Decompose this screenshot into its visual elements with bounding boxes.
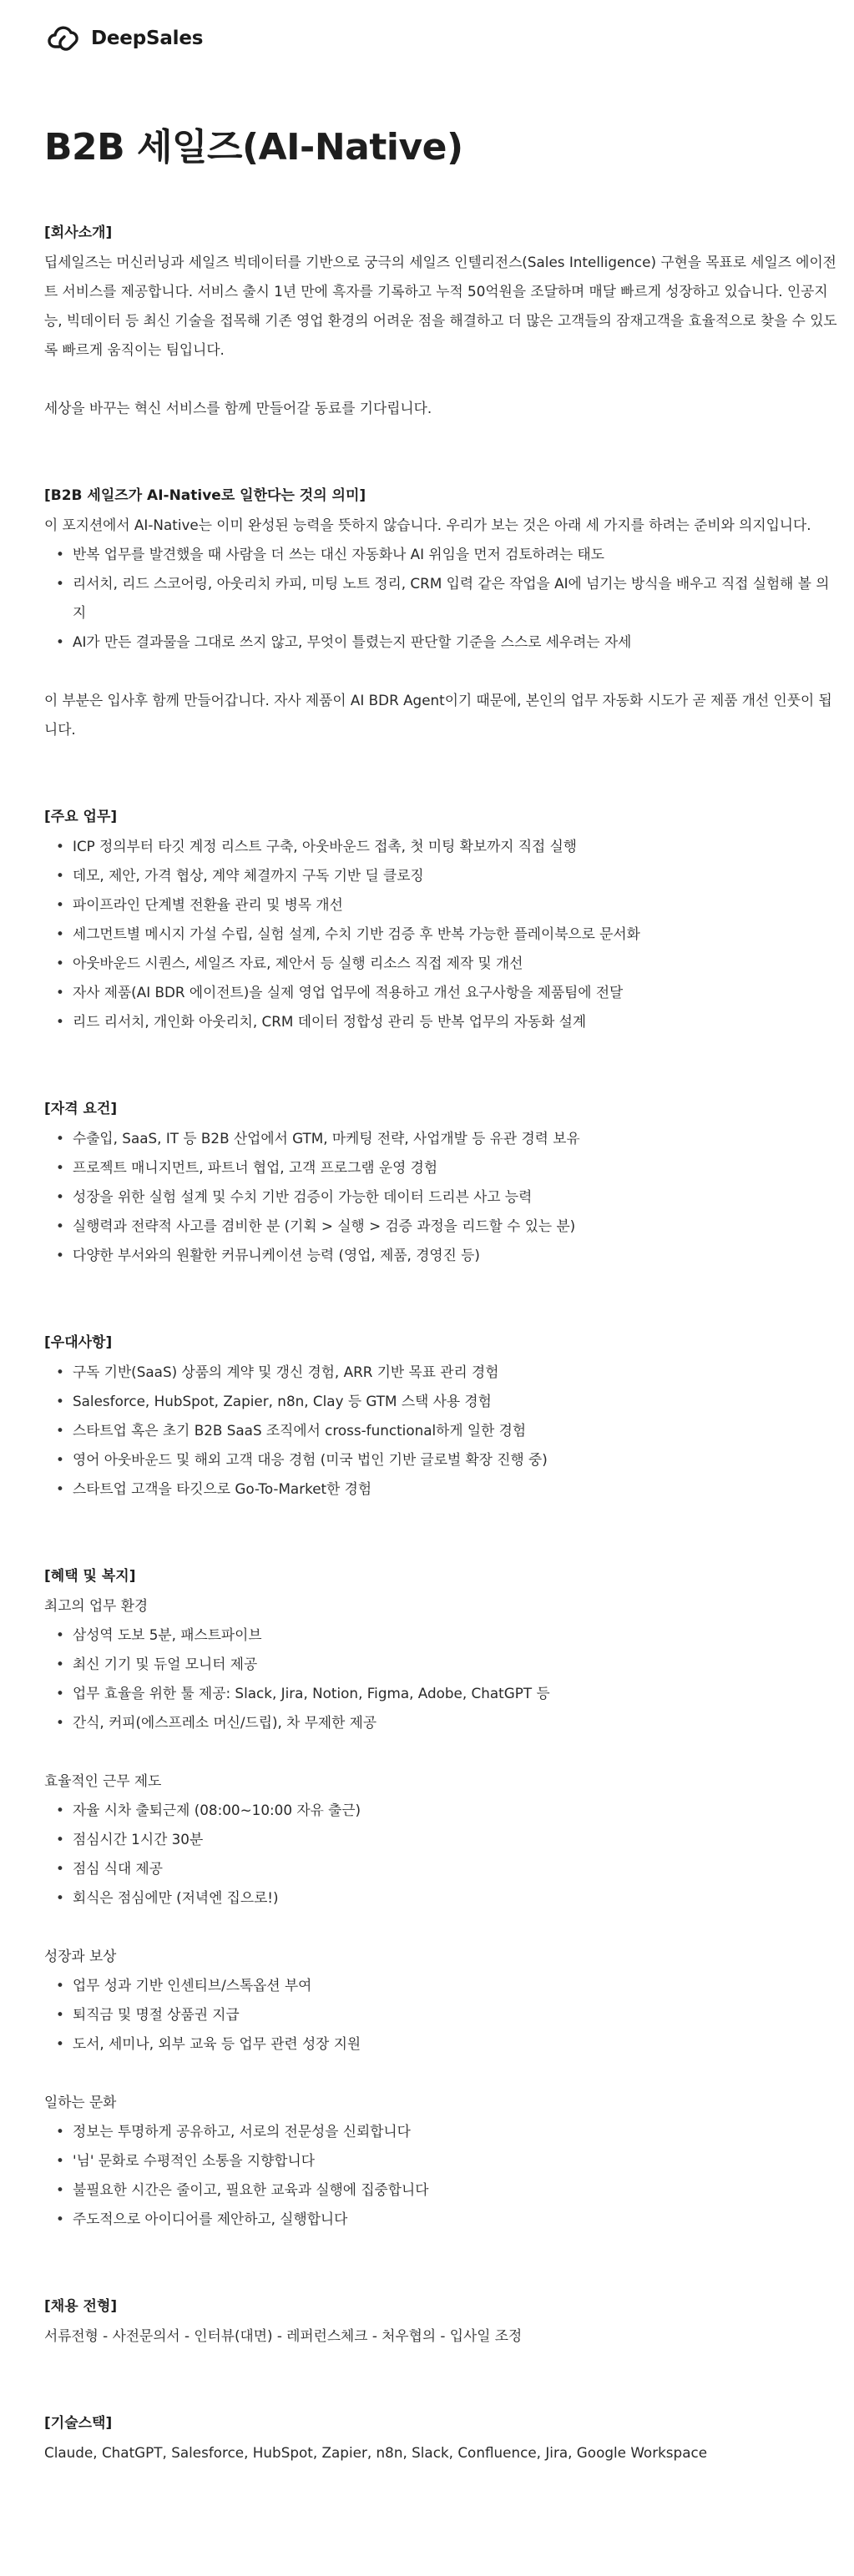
list-item: • ICP 정의부터 타깃 계정 리스트 구축, 아웃바운드 접촉, 첫 미팅 확보까지 직접 실행 [44,832,837,861]
list-item: • 도서, 세미나, 외부 교육 등 업무 관련 성장 지원 [44,2029,837,2059]
list-item: • 세그먼트별 메시지 가설 수립, 실험 설계, 수치 기반 검증 후 반복 가능한 플레이북으로 문서화 [44,920,837,949]
benefit-group-title: 효율적인 근무 제도 [44,1772,162,1789]
company-heading: [회사소개] [44,224,113,241]
list-item: • 스타트업 혹은 초기 B2B SaaS 조직에서 cross-functional하게 일한 경험 [44,1416,837,1445]
ainative-section [44,481,837,744]
list-item: • 성장을 위한 실험 설계 및 수치 기반 검증이 가능한 데이터 드리븐 사고 능력 [44,1182,837,1212]
job-description [44,219,837,2468]
benefit-group-list [44,1621,837,1737]
duties-section [44,803,837,1036]
list-item: • 아웃바운드 시퀀스, 세일즈 자료, 제안서 등 실행 리소스 직접 제작 및 개선 [44,949,837,978]
company-closing: 세상을 바꾸는 혁신 서비스를 함께 만들어갈 동료를 기다립니다. [44,400,432,416]
list-item: • 퇴직금 및 명절 상품권 지급 [44,2000,837,2029]
requirements-list [44,1124,837,1270]
company-section [44,219,837,423]
list-item: • 반복 업무를 발견했을 때 사람을 더 쓰는 대신 자동화나 AI 위임을 먼저 검토하려는 태도 [44,540,837,569]
page-title: B2B 세일즈(AI-Native) [44,126,463,169]
list-item: • 수출입, SaaS, IT 등 B2B 산업에서 GTM, 마케팅 전략, 사업개발 등 유관 경력 보유 [44,1124,837,1153]
company-paragraph: 딥세일즈는 머신러닝과 세일즈 빅데이터를 기반으로 궁극의 세일즈 인텔리전스(Sales Intelligence) 구현을 목표로 세일즈 에이전트 서비스를 제공합니다. 서비스 출시 1년 만에 흑자를 기록하고 누적 50억원을 조달하며 매달 빠르게 성장하고 있습니다. 인공지능, 빅데이터 등 최신 기술을 접목해 기존 영업 환경의 어려운 점을 해결하고 더 많은 고객들의 잠재고객을 효율적으로 찾을 수 있도록 빠르게 움직이는 팀입니다. [44,254,837,358]
cloud-link-icon [48,22,83,55]
list-item: • 정보는 투명하게 공유하고, 서로의 전문성을 신뢰합니다 [44,2117,837,2146]
list-item: • 리드 리서치, 개인화 아웃리치, CRM 데이터 정합성 관리 등 반복 업무의 자동화 설계 [44,1007,837,1036]
list-item: • 실행력과 전략적 사고를 겸비한 분 (기획 > 실행 > 검증 과정을 리드할 수 있는 분) [44,1212,837,1241]
benefit-group-list [44,2117,837,2234]
list-item: • 점심 식대 제공 [44,1854,837,1883]
requirements-heading: [자격 요건] [44,1101,118,1117]
benefits-heading: [혜택 및 복지] [44,1568,136,1585]
ainative-intro: 이 포지션에서 AI-Native는 이미 완성된 능력을 뜻하지 않습니다. 우리가 보는 것은 아래 세 가지를 하려는 준비와 의지입니다. [44,517,811,533]
duties-heading: [주요 업무] [44,809,118,825]
ainative-closing: 이 부분은 입사후 함께 만들어갑니다. 자사 제품이 AI BDR Agent이기 때문에, 본인의 업무 자동화 시도가 곧 제품 개선 인풋이 됩니다. [44,692,832,738]
list-item: • 데모, 제안, 가격 협상, 계약 체결까지 구독 기반 딜 클로징 [44,861,837,890]
benefit-group-list [44,1971,837,2059]
list-item: • 스타트업 고객을 타깃으로 Go-To-Market한 경험 [44,1475,837,1504]
hiring-process: 서류전형 - 사전문의서 - 인터뷰(대면) - 레퍼런스체크 - 처우협의 - 입사일 조정 [44,2327,523,2344]
ainative-list [44,540,837,657]
list-item: • 간식, 커피(에스프레소 머신/드립), 차 무제한 제공 [44,1708,837,1737]
list-item: • 프로젝트 매니지먼트, 파트너 협업, 고객 프로그램 운영 경험 [44,1153,837,1182]
stack-list: Claude, ChatGPT, Salesforce, HubSpot, Zapier, n8n, Slack, Confluence, Jira, Google Workspace [44,2444,708,2461]
stack-heading: [기술스택] [44,2415,113,2432]
list-item: • 리서치, 리드 스코어링, 아웃리치 카피, 미팅 노트 정리, CRM 입력 같은 작업을 AI에 넘기는 방식을 배우고 직접 실험해 볼 의지 [44,569,837,628]
benefits-section [44,1562,837,2234]
list-item: • 다양한 부서와의 원활한 커뮤니케이션 능력 (영업, 제품, 경영진 등) [44,1241,837,1270]
list-item: • '님' 문화로 수평적인 소통을 지향합니다 [44,2146,837,2175]
brand-name: DeepSales [91,28,204,49]
hiring-heading: [채용 전형] [44,2298,118,2315]
preferred-section [44,1328,837,1504]
list-item: • 영어 아웃바운드 및 해외 고객 대응 경험 (미국 법인 기반 글로벌 확장 진행 중) [44,1445,837,1475]
ainative-heading: [B2B 세일즈가 AI-Native로 일한다는 것의 의미] [44,487,366,504]
benefit-group-title: 일하는 문화 [44,2094,117,2110]
requirements-section [44,1095,837,1270]
list-item: • 최신 기기 및 듀얼 모니터 제공 [44,1650,837,1679]
brand-logo[interactable] [48,22,203,55]
list-item: • 점심시간 1시간 30분 [44,1825,837,1854]
benefit-group-title: 최고의 업무 환경 [44,1597,149,1614]
list-item: • 회식은 점심에만 (저녁엔 집으로!) [44,1883,837,1913]
list-item: • 자율 시차 출퇴근제 (08:00~10:00 자유 출근) [44,1796,837,1825]
benefit-group-list [44,1796,837,1913]
duties-list [44,832,837,1036]
list-item: • 업무 효율을 위한 툴 제공: Slack, Jira, Notion, Figma, Adobe, ChatGPT 등 [44,1679,837,1708]
preferred-list [44,1358,837,1504]
list-item: • 불필요한 시간은 줄이고, 필요한 교육과 실행에 집중합니다 [44,2175,837,2205]
list-item: • 구독 기반(SaaS) 상품의 계약 및 갱신 경험, ARR 기반 목표 관리 경험 [44,1358,837,1387]
list-item: • 업무 성과 기반 인센티브/스톡옵션 부여 [44,1971,837,2000]
list-item: • 자사 제품(AI BDR 에이전트)을 실제 영업 업무에 적용하고 개선 요구사항을 제품팀에 전달 [44,978,837,1007]
header [0,0,854,77]
list-item: • 파이프라인 단계별 전환율 관리 및 병목 개선 [44,890,837,920]
benefit-group-title: 성장과 보상 [44,1948,117,1964]
preferred-heading: [우대사항] [44,1334,113,1351]
stack-section [44,2409,837,2468]
hiring-section [44,2292,837,2351]
list-item: • 주도적으로 아이디어를 제안하고, 실행합니다 [44,2205,837,2234]
list-item: • AI가 만든 결과물을 그대로 쓰지 않고, 무엇이 틀렸는지 판단할 기준을 스스로 세우려는 자세 [44,628,837,657]
list-item: • 삼성역 도보 5분, 패스트파이브 [44,1621,837,1650]
list-item: • Salesforce, HubSpot, Zapier, n8n, Clay 등 GTM 스택 사용 경험 [44,1387,837,1416]
